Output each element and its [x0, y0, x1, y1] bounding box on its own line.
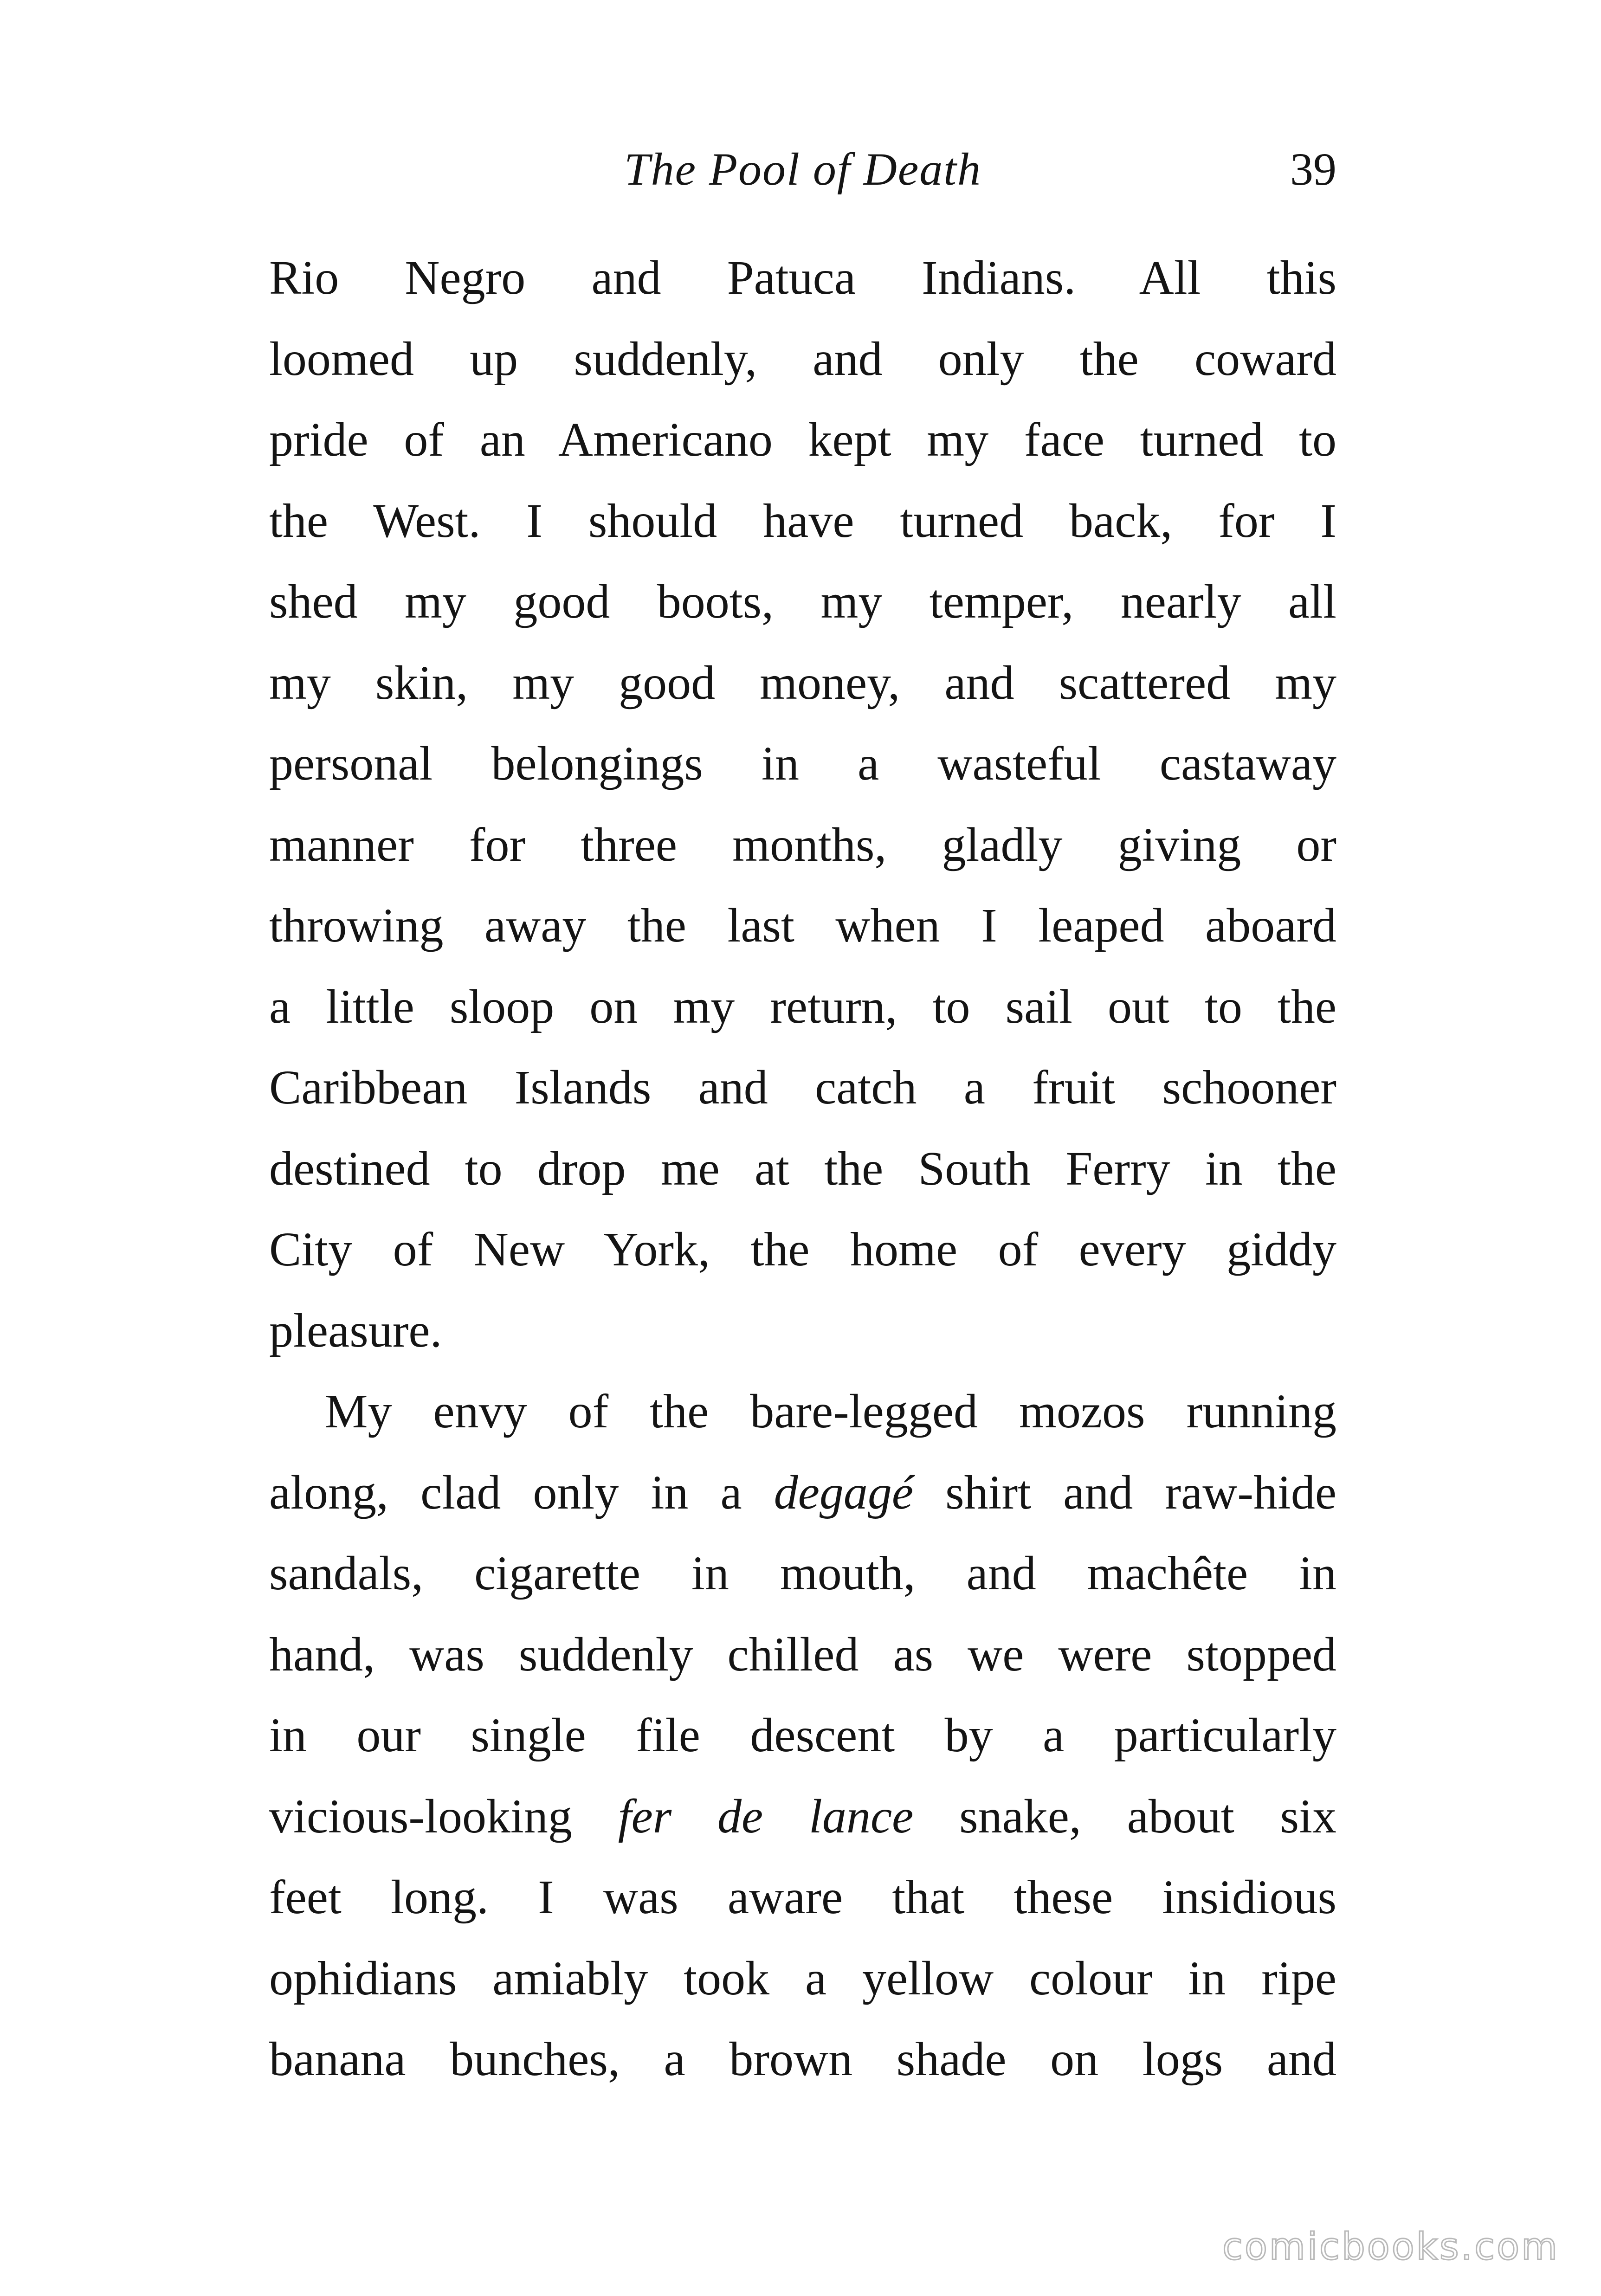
text-line: loomed up suddenly, and only the coward — [269, 332, 1336, 386]
site-watermark: comicbooks.com — [1222, 2225, 1559, 2268]
text-segment: vicious-looking — [269, 1789, 618, 1843]
text-line: My envy of the bare-legged mozos running — [325, 1385, 1336, 1438]
text-segment: snake, about six — [913, 1789, 1337, 1843]
text-line: feet long. I was aware that these insidious — [269, 1870, 1336, 1924]
text-line: a little sloop on my return, to sail out to the — [269, 980, 1336, 1033]
text-line: Rio Negro and Patuca Indians. All this — [269, 251, 1336, 304]
text-line — [269, 1776, 1336, 1857]
page-number: 39 — [1290, 143, 1336, 195]
paragraph — [269, 238, 1336, 1371]
text-line: personal belongings in a wasteful castaway — [269, 737, 1336, 790]
text-line: in our single file descent by a particularly — [269, 1709, 1336, 1762]
text-line: destined to drop me at the South Ferry in the — [269, 1142, 1336, 1195]
text-line: throwing away the last when I leaped aboard — [269, 899, 1336, 952]
text-line: ophidians amiably took a yellow colour in ripe — [269, 1951, 1336, 2005]
text-line: pleasure. — [269, 1303, 442, 1357]
text-line: pride of an Americano kept my face turned to — [269, 413, 1336, 466]
text-line: Caribbean Islands and catch a fruit schooner — [269, 1061, 1336, 1114]
text-line: sandals, cigarette in mouth, and machête in — [269, 1547, 1336, 1600]
text-line: the West. I should have turned back, for I — [269, 494, 1336, 548]
text-line: manner for three months, gladly giving or — [269, 818, 1336, 871]
running-title: The Pool of Death — [624, 143, 982, 195]
text-segment: along, clad only in a — [269, 1465, 774, 1519]
text-line: my skin, my good money, and scattered my — [269, 656, 1336, 709]
italic-term: fer de lance — [618, 1789, 914, 1843]
text-line — [269, 1452, 1336, 1534]
text-line: hand, was suddenly chilled as we were stopped — [269, 1627, 1336, 1681]
text-line: banana bunches, a brown shade on logs and — [269, 2032, 1336, 2086]
paragraph — [269, 1371, 1336, 2100]
text-line: shed my good boots, my temper, nearly all — [269, 575, 1336, 628]
italic-term: degagé — [774, 1465, 914, 1519]
body-text — [269, 238, 1336, 2100]
running-head — [269, 135, 1336, 204]
text-line: City of New York, the home of every giddy — [269, 1223, 1336, 1276]
text-segment: shirt and raw-hide — [913, 1465, 1337, 1519]
